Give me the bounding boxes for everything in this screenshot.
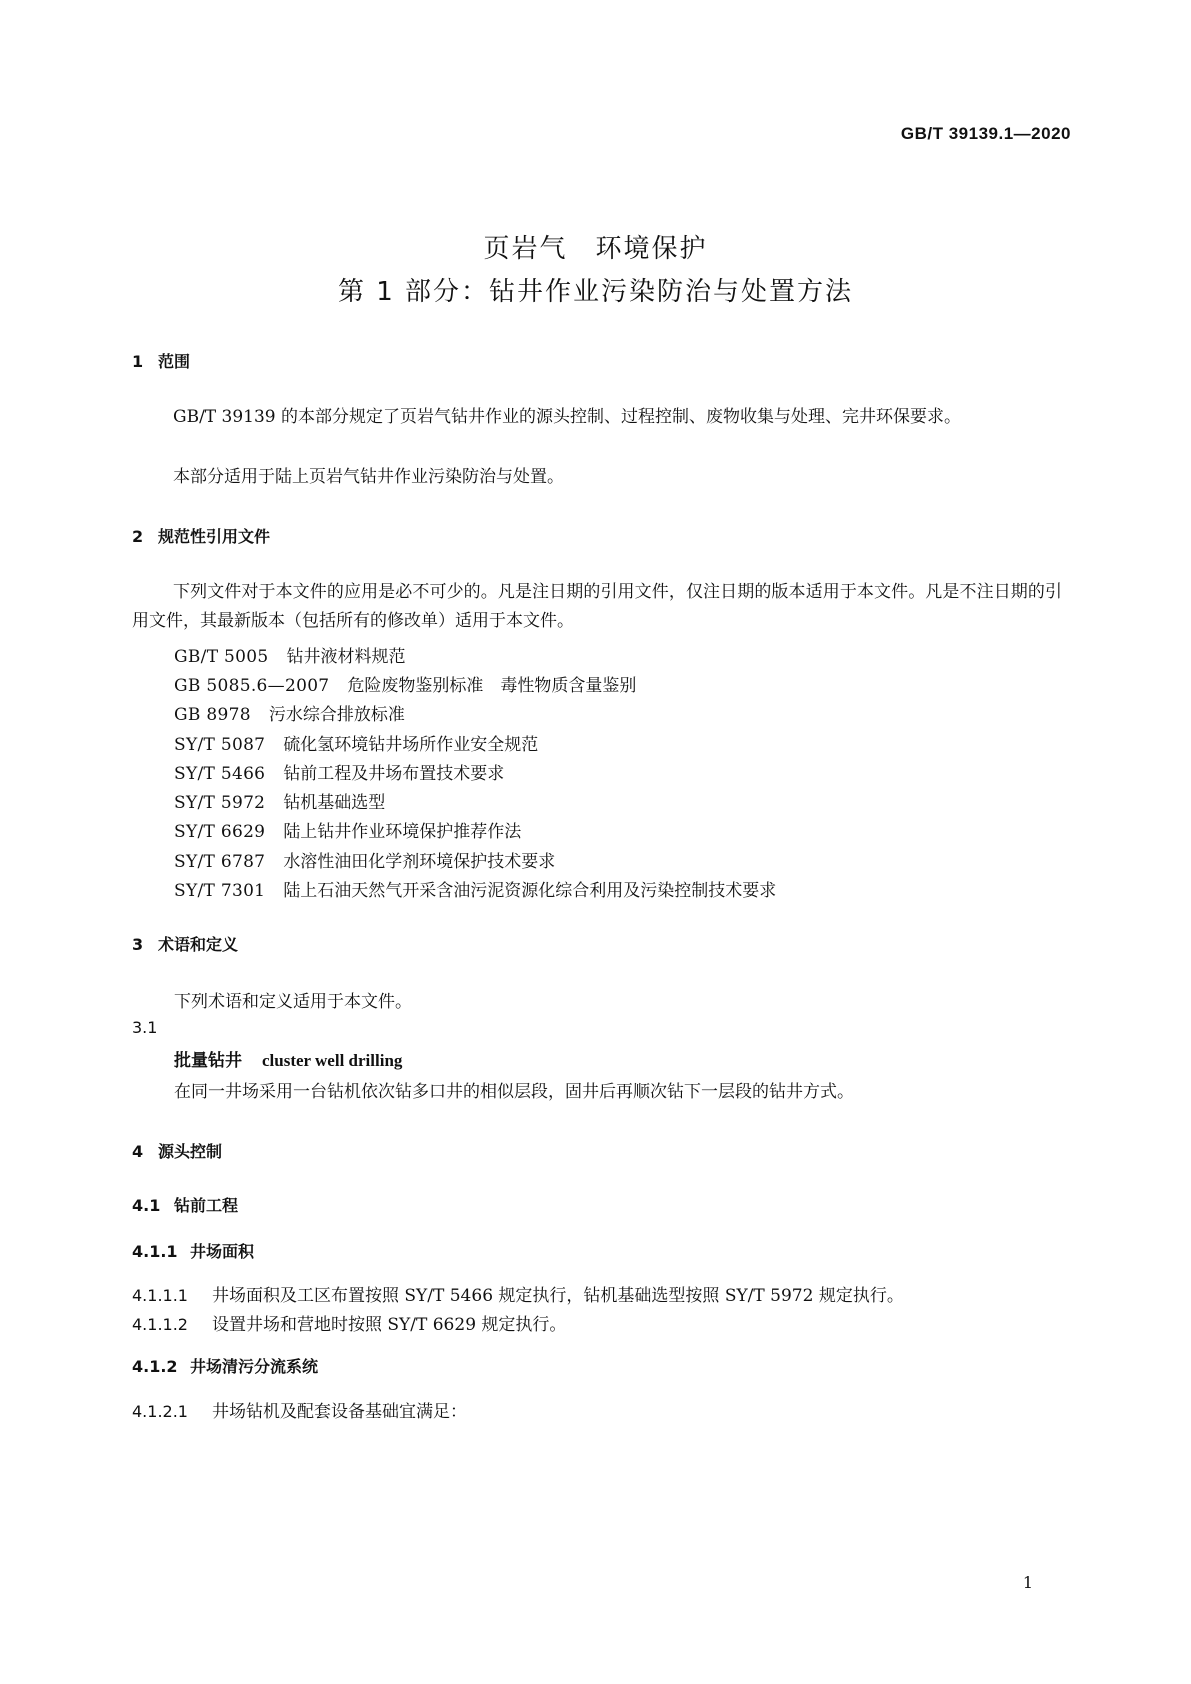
reference-title: 钻前工程及井场布置技术要求	[283, 764, 505, 784]
subsection-4-1-2-heading	[132, 1354, 318, 1377]
section-title: 范围	[158, 352, 191, 371]
reference-item	[174, 788, 385, 813]
clause-number: 4.1.2.1	[132, 1402, 188, 1421]
reference-code: GB 8978	[174, 705, 251, 725]
section-number: 4	[132, 1142, 144, 1161]
section-title: 规范性引用文件	[158, 527, 271, 546]
reference-code: SY/T 5466	[174, 764, 266, 784]
section-title: 源头控制	[158, 1142, 223, 1161]
subsection-4-1-1-heading	[132, 1239, 254, 1262]
section-title: 井场清污分流系统	[190, 1357, 319, 1376]
term-english: cluster well drilling	[262, 1051, 403, 1070]
term-entry	[174, 1046, 402, 1071]
reference-item	[174, 759, 504, 784]
subsection-4-1-heading	[132, 1193, 238, 1216]
reference-code: GB 5085.6—2007	[174, 676, 330, 696]
reference-title: 硫化氢环境钻井场所作业安全规范	[283, 735, 539, 755]
term-chinese: 批量钻井	[174, 1051, 242, 1071]
clause-4-1-1-2	[132, 1310, 566, 1335]
section-number: 1	[132, 352, 144, 371]
section-number: 4.1.2	[132, 1357, 178, 1376]
reference-code: SY/T 7301	[174, 881, 266, 901]
reference-code: SY/T 5972	[174, 793, 266, 813]
reference-item	[174, 700, 405, 725]
section-title: 井场面积	[190, 1242, 255, 1261]
reference-item	[174, 642, 406, 667]
section-4-heading	[132, 1139, 222, 1162]
reference-title: 陆上石油天然气开采含油污泥资源化综合利用及污染控制技术要求	[283, 881, 777, 901]
reference-title: 危险废物鉴别标准 毒性物质含量鉴别	[347, 676, 637, 696]
section-number: 4.1	[132, 1196, 161, 1215]
reference-title: 水溶性油田化学剂环境保护技术要求	[283, 852, 556, 872]
reference-title: 钻井液材料规范	[286, 647, 406, 667]
section-1-heading	[132, 349, 190, 372]
reference-title: 污水综合排放标准	[268, 705, 405, 725]
reference-code: GB/T 5005	[174, 647, 269, 667]
reference-title: 陆上钻井作业环境保护推荐作法	[283, 822, 522, 842]
section-3-heading	[132, 932, 238, 955]
reference-item	[174, 876, 776, 901]
scope-paragraph-2: 本部分适用于陆上页岩气钻井作业污染防治与处置。	[173, 467, 564, 487]
section-title: 钻前工程	[174, 1196, 239, 1215]
reference-code: SY/T 6787	[174, 852, 266, 872]
clause-number: 4.1.1.2	[132, 1315, 188, 1334]
references-intro: 下列文件对于本文件的应用是必不可少的。凡是注日期的引用文件，仅注日期的版本适用于本文件。凡是不注日期的引用文件，其最新版本（包括所有的修改单）适用于本文件。	[132, 582, 1062, 631]
reference-code: SY/T 6629	[174, 822, 266, 842]
term-number: 3.1	[132, 1018, 158, 1037]
standard-code: GB/T 39139.1—2020	[900, 124, 1071, 143]
clause-text: 设置井场和营地时按照 SY/T 6629 规定执行。	[212, 1315, 567, 1335]
page-number: 1	[1022, 1573, 1033, 1592]
reference-item	[174, 817, 521, 842]
term-definition: 在同一井场采用一台钻机依次钻多口井的相似层段，固井后再顺次钻下一层段的钻井方式。	[174, 1082, 854, 1102]
section-number: 2	[132, 527, 144, 546]
clause-4-1-1-1	[132, 1281, 904, 1306]
terms-intro: 下列术语和定义适用于本文件。	[174, 992, 412, 1012]
reference-item	[174, 671, 636, 696]
reference-code: SY/T 5087	[174, 735, 266, 755]
document-title-line2: 第 1 部分：钻井作业污染防治与处置方法	[337, 277, 854, 307]
reference-item	[174, 730, 538, 755]
section-number: 3	[132, 935, 144, 954]
reference-item	[174, 847, 555, 872]
section-title: 术语和定义	[158, 935, 239, 954]
clause-text: 井场面积及工区布置按照 SY/T 5466 规定执行，钻机基础选型按照 SY/T 5972 规定执行。	[212, 1286, 904, 1306]
clause-4-1-2-1	[132, 1397, 467, 1422]
scope-paragraph-1: GB/T 39139 的本部分规定了页岩气钻井作业的源头控制、过程控制、废物收集与处理、完井环保要求。	[173, 407, 962, 427]
clause-text: 井场钻机及配套设备基础宜满足：	[212, 1402, 467, 1422]
clause-number: 4.1.1.1	[132, 1286, 188, 1305]
section-2-heading	[132, 524, 270, 547]
reference-title: 钻机基础选型	[283, 793, 386, 813]
section-number: 4.1.1	[132, 1242, 178, 1261]
document-title-line1: 页岩气 环境保护	[483, 234, 708, 264]
